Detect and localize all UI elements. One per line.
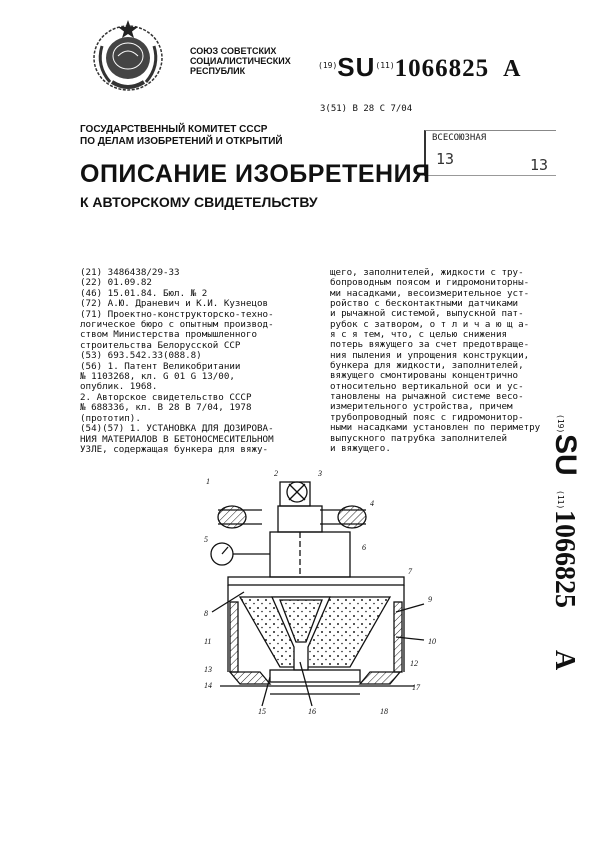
code-19: (19): [318, 61, 338, 70]
union-line-1: СОЮЗ СОВЕТСКИХ: [190, 46, 277, 56]
right-line: ми насадками, весоизмерительное уст-: [330, 288, 530, 299]
right-line: вяжущего смонтированы концентрично: [330, 371, 519, 382]
side-kind: A: [549, 650, 580, 671]
label-2: 2: [274, 469, 278, 478]
left-line: (56) 1. Патент Великобритании: [80, 361, 241, 372]
left-line: ством Министерства промышленного: [80, 330, 258, 341]
patent-number: [318, 52, 521, 83]
right-line: ройство с бесконтактными датчиками: [330, 299, 519, 310]
left-line: (72) А.Ю. Драневич и К.И. Кузнецов: [80, 299, 269, 310]
label-13: 13: [204, 665, 212, 674]
label-15: 15: [258, 707, 266, 716]
left-line: (21) 3486438/29-33: [80, 268, 180, 278]
left-line: опублик. 1968.: [80, 382, 158, 393]
technical-drawing: [200, 462, 490, 722]
right-line: измерительного устройства, причем: [330, 402, 513, 413]
right-line: потерь вяжущего за счет предотвраще-: [330, 340, 530, 351]
label-6: 6: [362, 543, 366, 552]
union-name: [190, 46, 291, 76]
side-country: SU: [549, 434, 582, 476]
side-patent-number: [544, 414, 584, 676]
union-line-2: СОЦИАЛИСТИЧЕСКИХ: [190, 56, 291, 66]
label-14: 14: [204, 681, 212, 690]
patent-kind: A: [503, 56, 521, 82]
code-11: (11): [375, 61, 395, 70]
side-code-11: (11): [556, 490, 565, 510]
left-line: (46) 15.01.84. Бюл. № 2: [80, 288, 208, 299]
label-11: 11: [204, 637, 212, 646]
left-line: логическое бюро с опытным производ-: [80, 320, 274, 331]
label-10: 10: [428, 637, 436, 646]
ipc-class: 3(51) В 28 С 7/04: [320, 104, 413, 114]
side-code-19: (19): [556, 414, 565, 434]
right-line: ния пыления и упрощения конструкции,: [330, 350, 530, 361]
right-line: и рычажной системой, выпускной пат-: [330, 309, 524, 320]
right-line: ными насадками установлен по периметру: [330, 423, 541, 434]
label-12: 12: [410, 659, 418, 668]
right-line: трубопроводный пояс с гидромонитор-: [330, 412, 524, 423]
right-line: щего, заполнителей, жидкости с тру-: [330, 268, 524, 278]
right-line: и вяжущего.: [330, 443, 391, 454]
right-line: относительно вертикальной оси и ус-: [330, 381, 524, 392]
left-line: НИЯ МАТЕРИАЛОВ В БЕТОНОСМЕСИТЕЛЬНОМ: [80, 434, 274, 445]
document-title: ОПИСАНИЕ ИЗОБРЕТЕНИЯ: [80, 160, 431, 188]
stamp-num-left: 13: [436, 150, 455, 168]
left-line: № 688336, кл. В 28 В 7/04, 1978: [80, 403, 252, 414]
left-line: (прототип).: [80, 413, 141, 424]
label-17: 17: [412, 683, 420, 692]
left-line: 2. Авторское свидетельство СССР: [80, 392, 252, 403]
committee-line-2: ПО ДЕЛАМ ИЗОБРЕТЕНИЙ И ОТКРЫТИЙ: [80, 136, 283, 147]
left-line: (53) 693.542.33(088.8): [80, 351, 202, 362]
left-line: строительства Белорусской ССР: [80, 340, 241, 351]
label-4: 4: [370, 499, 374, 508]
right-line: тановлены на рычажной системе весо-: [330, 392, 524, 403]
committee: [80, 124, 283, 148]
label-9: 9: [428, 595, 432, 604]
right-line: бункера для жидкости, заполнителей,: [330, 361, 524, 372]
ussr-emblem: [86, 16, 170, 96]
side-number: 1066825: [549, 510, 580, 608]
stamp-num-right: 13: [530, 156, 549, 174]
label-8: 8: [204, 609, 208, 618]
claim-column: [330, 268, 552, 454]
right-line: выпускного патрубка заполнителей: [330, 433, 508, 444]
left-line: (54)(57) 1. УСТАНОВКА ДЛЯ ДОЗИРОВА-: [80, 424, 274, 435]
stamp-text: ВСЕСОЮЗНАЯ: [432, 133, 487, 143]
right-line: бопроводным поясом и гидромониторны-: [330, 278, 530, 289]
right-line: рубок с затвором, о т л и ч а ю щ а-: [330, 319, 530, 330]
committee-line-1: ГОСУДАРСТВЕННЫЙ КОМИТЕТ СССР: [80, 124, 268, 135]
country-code: SU: [337, 52, 376, 82]
union-line-3: РЕСПУБЛИК: [190, 66, 246, 76]
right-line: я с я тем, что, с целью снижения: [330, 330, 508, 341]
label-18: 18: [380, 707, 388, 716]
label-7: 7: [408, 567, 412, 576]
document-subtitle: К АВТОРСКОМУ СВИДЕТЕЛЬСТВУ: [80, 194, 318, 210]
bibliographic-column: [80, 268, 308, 455]
label-16: 16: [308, 707, 316, 716]
label-1: 1: [206, 477, 210, 486]
left-line: (22) 01.09.82: [80, 278, 152, 289]
left-line: (71) Проектно-конструкторско-техно-: [80, 309, 274, 320]
patent-num: 1066825: [394, 55, 490, 82]
label-5: 5: [204, 535, 208, 544]
left-line: УЗЛЕ, содержащая бункера для вяжу-: [80, 444, 269, 455]
left-line: № 1103268, кл. G 01 G 13/00,: [80, 372, 235, 383]
label-3: 3: [318, 469, 322, 478]
